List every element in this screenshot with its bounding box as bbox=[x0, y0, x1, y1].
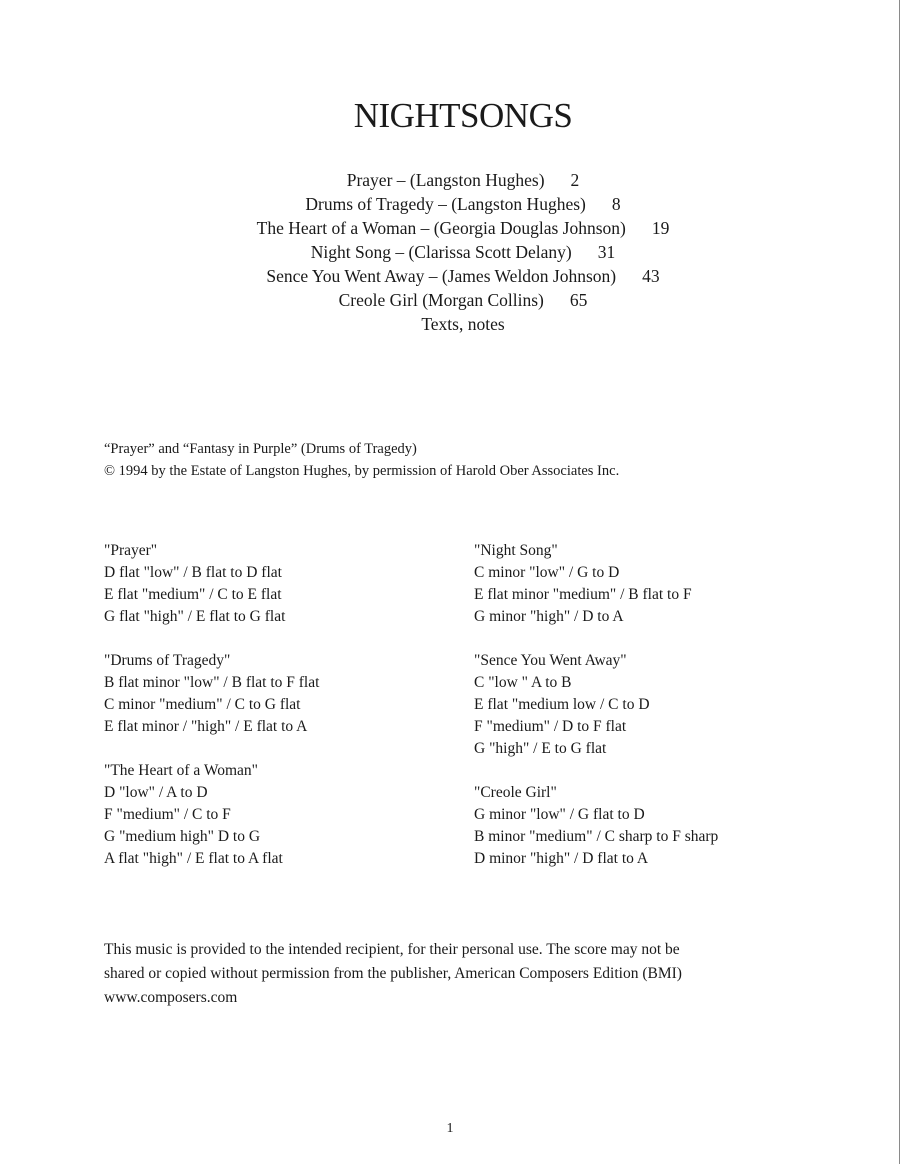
key-line: G minor "high" / D to A bbox=[474, 608, 624, 625]
toc-row bbox=[0, 288, 900, 312]
song-key-title: "Drums of Tragedy" bbox=[104, 652, 231, 669]
song-key-title: "Night Song" bbox=[474, 542, 558, 559]
page-title: NIGHTSONGS bbox=[353, 96, 573, 135]
song-key-group bbox=[474, 540, 804, 628]
notice-line: This music is provided to the intended recipient, for their personal use. The score may not be bbox=[104, 941, 680, 958]
key-line: F "medium" / C to F bbox=[104, 806, 231, 823]
song-key-group bbox=[474, 782, 804, 870]
copyright-credits bbox=[104, 438, 619, 482]
key-line: E flat "medium low / C to D bbox=[474, 696, 650, 713]
key-line: E flat minor / "high" / E flat to A bbox=[104, 718, 308, 735]
key-line: G "medium high" D to G bbox=[104, 828, 261, 845]
credits-line: © 1994 by the Estate of Langston Hughes, by permission of Harold Ober Associates Inc. bbox=[104, 463, 620, 479]
song-key-group bbox=[104, 540, 464, 628]
key-ranges-left-column bbox=[104, 540, 464, 892]
key-line: G flat "high" / E flat to G flat bbox=[104, 608, 286, 625]
toc-page-number: 43 bbox=[642, 266, 660, 286]
toc-page-number: 19 bbox=[651, 218, 670, 238]
key-line: G minor "low" / G flat to D bbox=[474, 806, 645, 823]
table-of-contents bbox=[0, 168, 900, 336]
toc-label: Prayer – (Langston Hughes) bbox=[346, 170, 545, 190]
song-key-title: "Creole Girl" bbox=[474, 784, 557, 801]
toc-row bbox=[0, 264, 900, 288]
toc-label: Sence You Went Away – (James Weldon Johnson) bbox=[266, 266, 617, 286]
toc-row bbox=[0, 192, 900, 216]
toc-row bbox=[0, 312, 900, 336]
toc-label: Creole Girl (Morgan Collins) bbox=[338, 290, 544, 310]
key-line: C minor "medium" / C to G flat bbox=[104, 696, 301, 713]
toc-row bbox=[0, 216, 900, 240]
key-line: D "low" / A to D bbox=[104, 784, 208, 801]
usage-notice bbox=[104, 938, 804, 1010]
key-line: F "medium" / D to F flat bbox=[474, 718, 627, 735]
toc-row bbox=[0, 240, 900, 264]
key-line: C "low " A to B bbox=[474, 674, 572, 691]
key-line: G "high" / E to G flat bbox=[474, 740, 607, 757]
notice-line: shared or copied without permission from the publisher, American Composers Edition (BMI) bbox=[104, 965, 682, 982]
key-ranges-right-column bbox=[474, 540, 804, 892]
key-line: D minor "high" / D flat to A bbox=[474, 850, 649, 867]
toc-page-number: 65 bbox=[569, 290, 588, 310]
toc-label: Drums of Tragedy – (Langston Hughes) bbox=[305, 194, 586, 214]
toc-page-number: 8 bbox=[611, 194, 621, 214]
credits-line: “Prayer” and “Fantasy in Purple” (Drums of Tragedy) bbox=[104, 441, 417, 457]
key-line: C minor "low" / G to D bbox=[474, 564, 620, 581]
toc-row bbox=[0, 168, 900, 192]
toc-label: Texts, notes bbox=[421, 314, 505, 334]
toc-page-number: 2 bbox=[570, 170, 580, 190]
key-line: B minor "medium" / C sharp to F sharp bbox=[474, 828, 719, 845]
key-line: B flat minor "low" / B flat to F flat bbox=[104, 674, 320, 691]
song-key-group bbox=[104, 760, 464, 870]
song-key-group bbox=[104, 650, 464, 738]
key-line: A flat "high" / E flat to A flat bbox=[104, 850, 283, 867]
song-key-title: "Prayer" bbox=[104, 542, 158, 559]
song-key-title: "The Heart of a Woman" bbox=[104, 762, 259, 779]
song-key-title: "Sence You Went Away" bbox=[474, 652, 627, 669]
toc-page-number: 31 bbox=[597, 242, 616, 262]
publisher-website: www.composers.com bbox=[104, 989, 238, 1006]
key-line: E flat minor "medium" / B flat to F bbox=[474, 586, 692, 603]
page-number: 1 bbox=[446, 1121, 454, 1136]
key-line: E flat "medium" / C to E flat bbox=[104, 586, 282, 603]
toc-label: Night Song – (Clarissa Scott Delany) bbox=[310, 242, 572, 262]
key-line: D flat "low" / B flat to D flat bbox=[104, 564, 282, 581]
toc-label: The Heart of a Woman – (Georgia Douglas Johnson) bbox=[256, 218, 626, 238]
song-key-group bbox=[474, 650, 804, 760]
